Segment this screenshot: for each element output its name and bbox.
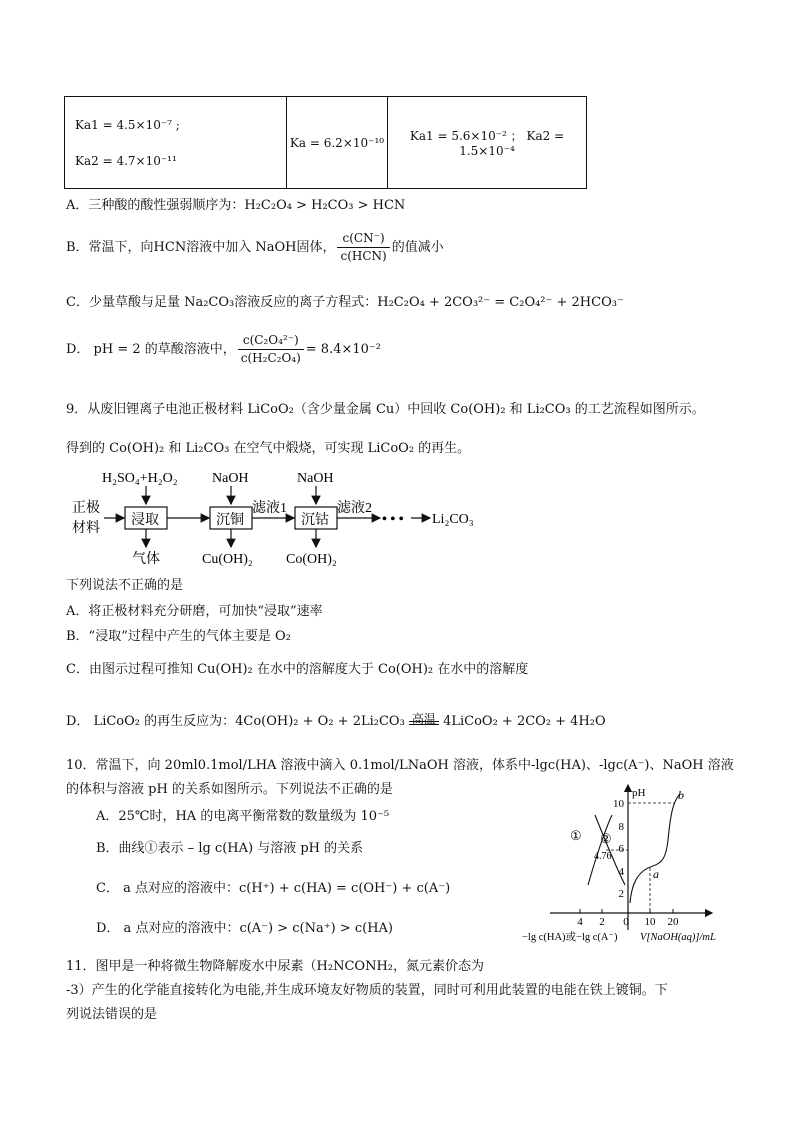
q8-b-numerator: c(CN⁻): [337, 230, 389, 248]
q10-graph: [520, 780, 745, 945]
constants-table: [64, 96, 587, 189]
q9-d-prefix: D． LiCoO₂ 的再生反应为：4Co(OH)₂ + O₂ + 2Li₂CO₃: [66, 714, 405, 729]
q8-option-a: A．三种酸的酸性强弱顺序为：H₂C₂O₄ > H₂CO₃ > HCN: [66, 198, 406, 213]
flow-product: Li₂CO₃: [432, 512, 474, 527]
y-tick-8: 8: [618, 821, 624, 833]
titration-curve: [630, 794, 680, 903]
q9-d-suffix: 4LiCoO₂ + 2CO₂ + 4H₂O: [443, 714, 606, 729]
q8-option-b: [66, 230, 444, 265]
q9-option-c: C．由图示过程可推知 Cu(OH)₂ 在水中的溶解度大于 Co(OH)₂ 在水中的溶解度: [66, 662, 529, 677]
flow-filtrate-1: 滤液1: [252, 501, 287, 516]
curve-1-label: ①: [570, 829, 582, 844]
q10-option-b: B．曲线①表示 – lg c(HA) 与溶液 pH 的关系: [96, 841, 364, 856]
x-label-right: V[NaOH(aq)]/mL: [640, 932, 716, 943]
ka1-h2co3: Ka1 = 4.5×10⁻⁷ ;: [75, 117, 180, 132]
x-tick-2: 2: [599, 916, 605, 928]
y-tick-10: 10: [613, 798, 624, 810]
q11-line3: 列说法错误的是: [66, 1007, 158, 1022]
ka-hcn: Ka = 6.2×10⁻¹⁰: [289, 135, 385, 150]
q8-d-prefix: D． pH = 2 的草酸溶液中，: [66, 342, 236, 357]
x-tick-0: 0: [623, 916, 629, 928]
q8-option-d: [66, 332, 381, 367]
q9-ask: 下列说法不正确的是: [66, 578, 184, 593]
q9-flow-diagram: [66, 462, 496, 570]
x-label-left: −lg c(HA)或−lg c(A⁻): [522, 932, 618, 943]
table-cell-h2c2o4: [388, 97, 587, 189]
y-tick-6: 6: [618, 843, 624, 855]
q9-stem-line1: 9．从废旧锂离子电池正极材料 LiCoO₂（含少量金属 Cu）中回收 Co(OH)₂ 和 Li₂CO₃ 的工艺流程如图所示。: [66, 402, 705, 417]
q10-stem-line2: 的体积与溶液 pH 的关系如图所示。下列说法不正确的是: [66, 782, 393, 797]
q8-b-denominator: c(HCN): [340, 249, 387, 263]
flow-start-line1: 正极: [72, 501, 100, 516]
ka2-h2co3: Ka2 = 4.7×10⁻¹¹: [75, 153, 177, 168]
x-tick-4: 4: [577, 916, 583, 928]
graph-y-label: pH: [632, 787, 646, 799]
q8-b-fraction: [337, 230, 389, 265]
annot-476: 4.76: [594, 851, 612, 862]
q10-option-c: C． a 点对应的溶液中：c(H⁺) + c(HA) = c(OH⁻) + c(A⁻): [96, 881, 451, 896]
point-a-label: a: [653, 867, 659, 881]
flow-out-cooh2: Co(OH)₂: [286, 552, 337, 567]
point-b-label: b: [678, 788, 684, 802]
q10-option-d: D． a 点对应的溶液中：c(A⁻) > c(Na⁺) > c(HA): [96, 921, 393, 936]
q8-option-c: C．少量草酸与足量 Na₂CO₃溶液反应的离子方程式：H₂C₂O₄ + 2CO₃²⁻ = C₂O₄²⁻ + 2HCO₃⁻: [66, 295, 624, 310]
flow-box-leach-label: 浸取: [131, 513, 159, 528]
flow-start-line2: 材料: [72, 521, 100, 536]
q8-b-prefix: B．常温下，向HCN溶液中加入 NaOH固体，: [66, 240, 336, 255]
q9-option-b: B．“浸取”过程中产生的气体主要是 O₂: [66, 629, 291, 644]
q9-stem-line2: 得到的 Co(OH)₂ 和 Li₂CO₃ 在空气中煅烧，可实现 LiCoO₂ 的再生。: [66, 441, 471, 456]
flow-reagent-3: NaOH: [297, 471, 334, 486]
q8-d-numerator: c(C₂O₄²⁻): [238, 332, 304, 350]
q8-d-denominator: c(H₂C₂O₄): [240, 351, 301, 365]
table-cell-hcn: [287, 97, 388, 189]
flow-box-co-label: 沉钴: [301, 513, 329, 528]
table-cell-h2co3: [65, 97, 287, 189]
q11-line1: 11．图甲是一种将微生物降解废水中尿素（H₂NCONH₂，氮元素价态为: [66, 959, 484, 974]
q10-stem-line1: 10．常温下，向 20ml0.1mol/LHA 溶液中滴入 0.1mol/LNaOH 溶液，体系中-lgc(HA)、-lgc(A⁻)、NaOH 溶液: [66, 758, 734, 773]
q8-d-suffix: = 8.4×10⁻²: [305, 342, 381, 357]
x-tick-20: 20: [667, 916, 679, 928]
flow-box-cu-label: 沉铜: [216, 513, 244, 528]
ka-h2c2o4: Ka1 = 5.6×10⁻² ； Ka2 = 1.5×10⁻⁴: [409, 129, 565, 158]
q9-option-a: A．将正极材料充分研磨，可加快“浸取”速率: [66, 604, 323, 619]
flow-out-gas: 气体: [132, 552, 160, 567]
flow-filtrate-2: 滤液2: [337, 501, 372, 516]
flow-reagent-1: H₂SO₄+H₂O₂: [102, 471, 178, 486]
x-tick-10: 10: [644, 916, 656, 928]
y-tick-2: 2: [618, 888, 624, 900]
y-tick-4: 4: [618, 866, 624, 878]
q8-d-fraction: [238, 332, 304, 367]
flow-dots: • • •: [382, 512, 404, 527]
flow-out-cuoh2: Cu(OH)₂: [202, 552, 253, 567]
q11-line2: -3）产生的化学能直接转化为电能,并生成环境友好物质的装置，同时可利用此装置的电能在铁上镀铜。下: [66, 983, 668, 998]
q9-option-d: [66, 710, 606, 729]
q8-b-suffix: 的值减小: [391, 240, 444, 255]
q10-option-a: A．25℃时，HA 的电离平衡常数的数量级为 10⁻⁵: [96, 809, 390, 824]
q9-d-condition: 高温: [411, 712, 436, 726]
flow-reagent-2: NaOH: [212, 471, 249, 486]
curve-2-label: ②: [600, 832, 612, 847]
